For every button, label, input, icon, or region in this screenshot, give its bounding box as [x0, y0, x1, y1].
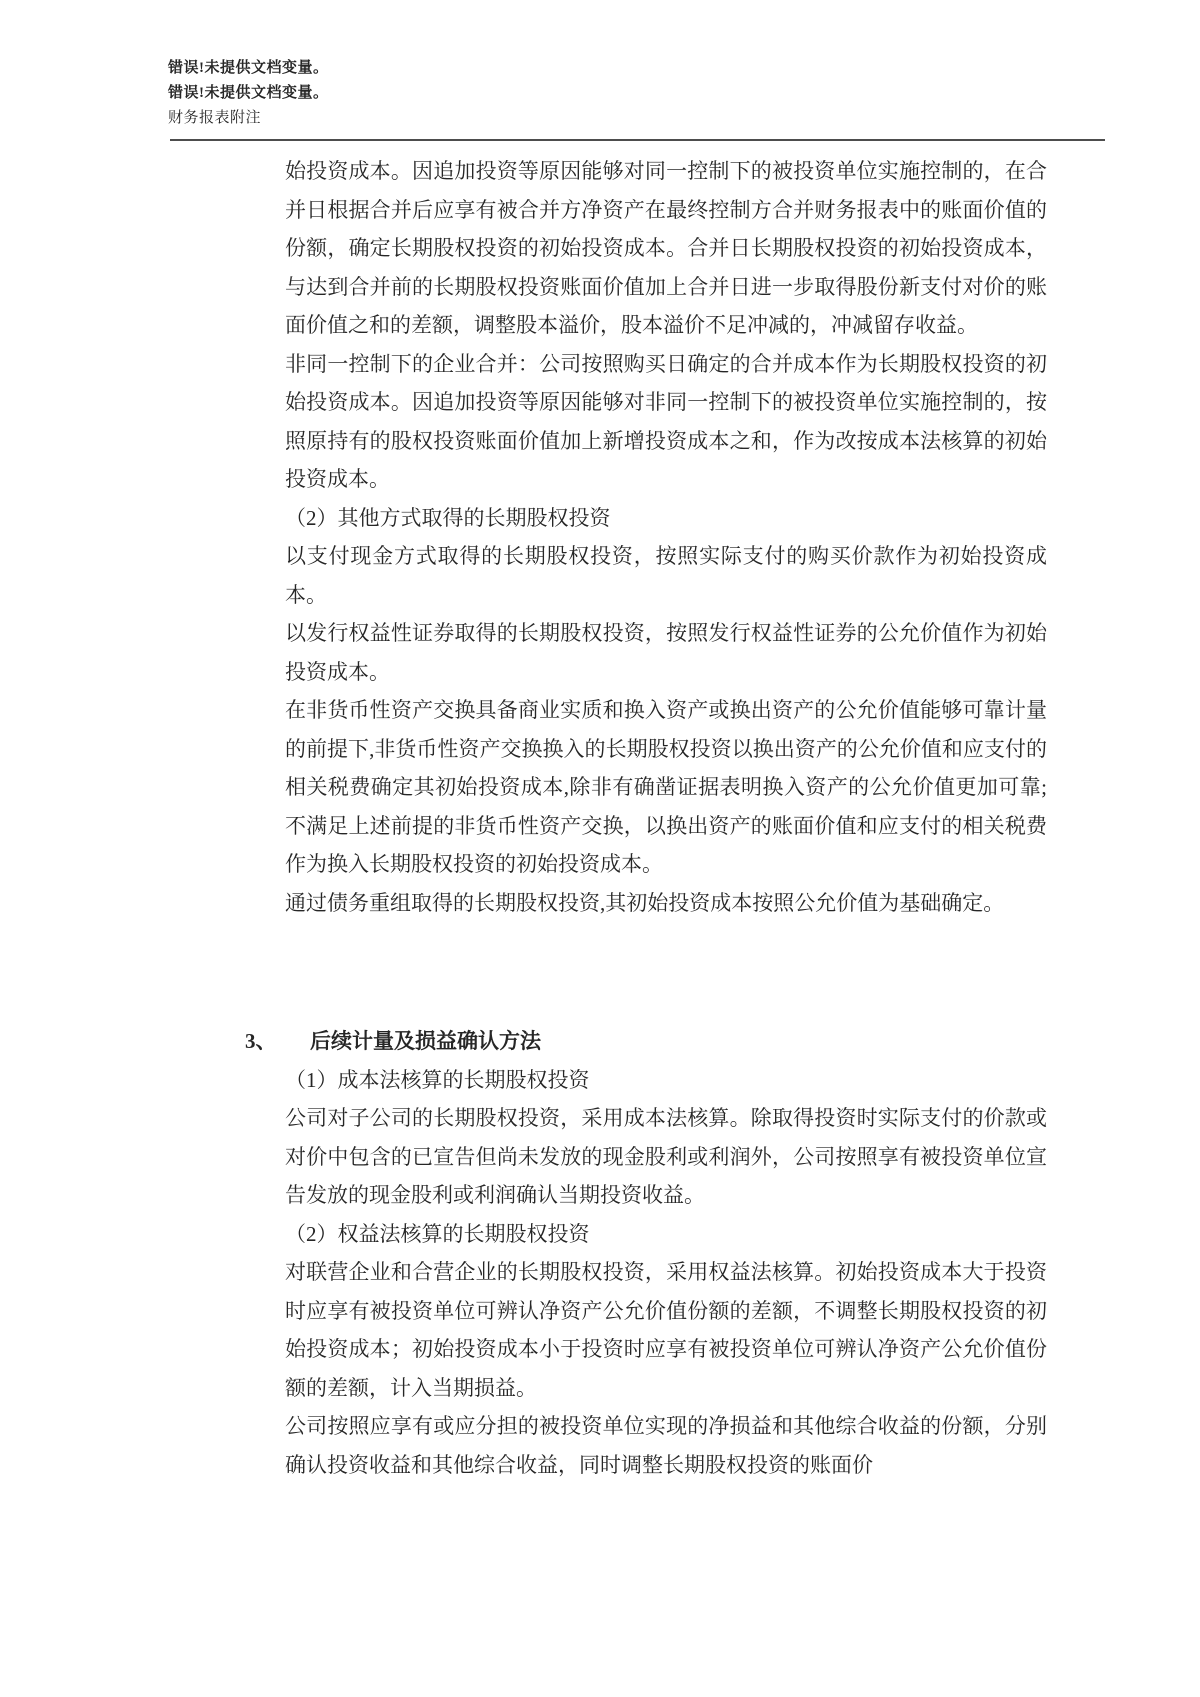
body-paragraph: 始投资成本。因追加投资等原因能够对同一控制下的被投资单位实施控制的，在合并日根据合并后应享有被合并方净资产在最终控制方合并财务报表中的账面价值的份额，确定长期股权投资的初始投资成本。合并日长期股权投资的初始投资成本，与达到合并前的长期股权投资账面价值加上合并日进一步取得股份新支付对价的账面价值之和的差额，调整股本溢价，股本溢价不足冲减的，冲减留存收益。 [285, 159, 1047, 337]
section-heading-title: 后续计量及损益确认方法 [310, 1029, 541, 1053]
body-paragraph: 对联营企业和合营企业的长期股权投资，采用权益法核算。初始投资成本大于投资时应享有被投资单位可辨认净资产公允价值份额的差额，不调整长期股权投资的初始投资成本；初始投资成本小于投资时应享有被投资单位可辨认净资产公允价值份额的差额，计入当期损益。 [285, 1260, 1047, 1400]
body-paragraph: 通过债务重组取得的长期股权投资,其初始投资成本按照公允价值为基础确定。 [285, 890, 1005, 915]
section-spacer [285, 922, 1047, 1022]
body-paragraph: 公司按照应享有或应分担的被投资单位实现的净损益和其他综合收益的份额，分别确认投资收益和其他综合收益，同时调整长期股权投资的账面价 [285, 1414, 1047, 1477]
document-body [245, 152, 1047, 1484]
header-section-title: 财务报表附注 [168, 110, 262, 126]
body-subheading: （2）其他方式取得的长期股权投资 [285, 505, 611, 530]
header-error-line-1: 错误!未提供文档变量。 [168, 60, 329, 76]
body-subheading: （1）成本法核算的长期股权投资 [285, 1067, 590, 1092]
body-paragraph: 非同一控制下的企业合并：公司按照购买日确定的合并成本作为长期股权投资的初始投资成本。因追加投资等原因能够对非同一控制下的被投资单位实施控制的，按照原持有的股权投资账面价值加上新增投资成本之和，作为改按成本法核算的初始投资成本。 [285, 351, 1047, 491]
section-heading-number: 3、 [245, 1029, 277, 1053]
header-divider [170, 139, 1105, 141]
body-subheading: （2）权益法核算的长期股权投资 [285, 1221, 590, 1246]
body-paragraph: 在非货币性资产交换具备商业实质和换入资产或换出资产的公允价值能够可靠计量的前提下,非货币性资产交换换入的长期股权投资以换出资产的公允价值和应支付的相关税费确定其初始投资成本,除非有确凿证据表明换入资产的公允价值更加可靠;不满足上述前提的非货币性资产交换，以换出资产的账面价值和应支付的相关税费作为换入长期股权投资的初始投资成本。 [285, 698, 1047, 876]
body-paragraph: 公司对子公司的长期股权投资，采用成本法核算。除取得投资时实际支付的价款或对价中包含的已宣告但尚未发放的现金股利或利润外，公司按照享有被投资单位宣告发放的现金股利或利润确认当期投资收益。 [285, 1106, 1047, 1207]
page-header [168, 56, 329, 131]
section-heading [245, 1022, 1047, 1061]
body-paragraph: 以支付现金方式取得的长期股权投资，按照实际支付的购买价款作为初始投资成本。 [285, 544, 1047, 607]
header-error-line-2: 错误!未提供文档变量。 [168, 85, 329, 101]
body-paragraph: 以发行权益性证券取得的长期股权投资，按照发行权益性证券的公允价值作为初始投资成本。 [285, 621, 1047, 684]
